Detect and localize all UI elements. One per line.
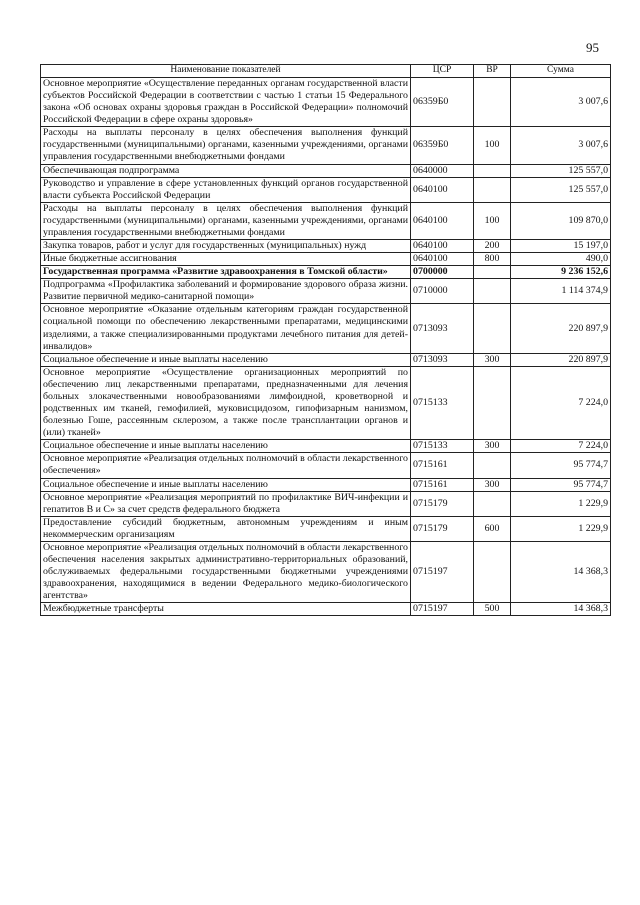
row-vr-cell: 300 — [474, 440, 511, 453]
table-row — [41, 78, 611, 127]
row-name-cell: Социальное обеспечение и иные выплаты населению — [41, 440, 411, 453]
row-vr-cell — [474, 304, 511, 353]
table-row — [41, 353, 611, 366]
table-row — [41, 478, 611, 491]
row-sum-cell: 220 897,9 — [511, 353, 611, 366]
row-csr-cell: 0715179 — [411, 516, 474, 541]
table-row — [41, 202, 611, 239]
table-row — [41, 164, 611, 177]
row-csr-cell: 0715161 — [411, 478, 474, 491]
table-row — [41, 366, 611, 439]
row-name-cell: Межбюджетные трансферты — [41, 603, 411, 616]
row-vr-cell: 300 — [474, 353, 511, 366]
row-name-cell: Основное мероприятие «Реализация отдельных полномочий в области лекарственного обеспечения» — [41, 453, 411, 478]
row-name-cell: Социальное обеспечение и иные выплаты населению — [41, 478, 411, 491]
row-name-cell: Иные бюджетные ассигнования — [41, 253, 411, 266]
table-row — [41, 127, 611, 164]
row-vr-cell — [474, 453, 511, 478]
row-vr-cell: 100 — [474, 202, 511, 239]
row-name-cell: Подпрограмма «Профилактика заболеваний и формирование здорового образа жизни. Развитие первичной медико-санитарной помощи» — [41, 279, 411, 304]
header-sum: Сумма — [511, 65, 611, 78]
table-row — [41, 304, 611, 353]
row-csr-cell: 0715133 — [411, 440, 474, 453]
row-sum-cell: 125 557,0 — [511, 177, 611, 202]
table-row — [41, 603, 611, 616]
table-body — [41, 78, 611, 616]
row-sum-cell: 220 897,9 — [511, 304, 611, 353]
row-csr-cell: 0640100 — [411, 202, 474, 239]
table-row — [41, 253, 611, 266]
row-sum-cell: 3 007,6 — [511, 78, 611, 127]
row-sum-cell: 95 774,7 — [511, 453, 611, 478]
row-vr-cell — [474, 164, 511, 177]
table-header-row — [41, 65, 611, 78]
table-row — [41, 177, 611, 202]
row-vr-cell — [474, 491, 511, 516]
row-csr-cell: 0700000 — [411, 266, 474, 279]
row-sum-cell: 3 007,6 — [511, 127, 611, 164]
table-row — [41, 491, 611, 516]
row-sum-cell: 1 229,9 — [511, 491, 611, 516]
row-vr-cell — [474, 366, 511, 439]
row-name-cell: Расходы на выплаты персоналу в целях обеспечения выполнения функций государственными (муниципальными) органами, казенными учреждениями, органами управления государственными внебюджетными фондами — [41, 202, 411, 239]
row-sum-cell: 1 229,9 — [511, 516, 611, 541]
row-vr-cell — [474, 541, 511, 602]
row-sum-cell: 1 114 374,9 — [511, 279, 611, 304]
table-row — [41, 279, 611, 304]
row-vr-cell: 800 — [474, 253, 511, 266]
row-vr-cell — [474, 177, 511, 202]
row-csr-cell: 0640100 — [411, 240, 474, 253]
row-vr-cell: 200 — [474, 240, 511, 253]
row-name-cell: Руководство и управление в сфере установленных функций органов государственной власти субъекта Российской Федерации — [41, 177, 411, 202]
row-sum-cell: 7 224,0 — [511, 366, 611, 439]
row-vr-cell: 500 — [474, 603, 511, 616]
row-vr-cell — [474, 266, 511, 279]
table-row — [41, 266, 611, 279]
table-row — [41, 453, 611, 478]
row-csr-cell: 0710000 — [411, 279, 474, 304]
table-row — [41, 516, 611, 541]
header-csr: ЦСР — [411, 65, 474, 78]
row-csr-cell: 06359Б0 — [411, 78, 474, 127]
row-vr-cell — [474, 279, 511, 304]
budget-table — [40, 64, 611, 616]
row-sum-cell: 95 774,7 — [511, 478, 611, 491]
page-number: 95 — [586, 40, 599, 55]
row-name-cell: Основное мероприятие «Оказание отдельным категориям граждан государственной социальной помощи по обеспечению лекарственными препаратами, медицинскими изделиями, а также специализированными продуктами лечебного питания для детей-инвалидов» — [41, 304, 411, 353]
row-sum-cell: 125 557,0 — [511, 164, 611, 177]
row-csr-cell: 0715179 — [411, 491, 474, 516]
row-name-cell: Государственная программа «Развитие здравоохранения в Томской области» — [41, 266, 411, 279]
row-name-cell: Расходы на выплаты персоналу в целях обеспечения выполнения функций государственными (муниципальными) органами, казенными учреждениями, органами управления государственными внебюджетными фондами — [41, 127, 411, 164]
row-name-cell: Закупка товаров, работ и услуг для государственных (муниципальных) нужд — [41, 240, 411, 253]
row-name-cell: Предоставление субсидий бюджетным, автономным учреждениям и иным некоммерческим организациям — [41, 516, 411, 541]
row-name-cell: Основное мероприятие «Осуществление переданных органам государственной власти субъектов Российской Федерации в соответствии с частью 1 статьи 15 Федерального закона «Об основах охраны здоровья граждан в Российской Федерации» полномочий Российской Федерации в сфере охраны здоровья» — [41, 78, 411, 127]
row-name-cell: Основное мероприятие «Реализация мероприятий по профилактике ВИЧ-инфекции и гепатитов В и С» за счет средств федерального бюджета — [41, 491, 411, 516]
row-sum-cell: 490,0 — [511, 253, 611, 266]
row-csr-cell: 0715197 — [411, 541, 474, 602]
table-row — [41, 240, 611, 253]
row-csr-cell: 0715197 — [411, 603, 474, 616]
table-row — [41, 541, 611, 602]
row-csr-cell: 0640100 — [411, 177, 474, 202]
table-row — [41, 440, 611, 453]
row-name-cell: Обеспечивающая подпрограмма — [41, 164, 411, 177]
row-csr-cell: 0715133 — [411, 366, 474, 439]
row-vr-cell: 100 — [474, 127, 511, 164]
row-csr-cell: 06359Б0 — [411, 127, 474, 164]
row-name-cell: Социальное обеспечение и иные выплаты населению — [41, 353, 411, 366]
row-sum-cell: 7 224,0 — [511, 440, 611, 453]
row-csr-cell: 0640100 — [411, 253, 474, 266]
row-csr-cell: 0715161 — [411, 453, 474, 478]
row-vr-cell: 300 — [474, 478, 511, 491]
row-sum-cell: 15 197,0 — [511, 240, 611, 253]
row-name-cell: Основное мероприятие «Реализация отдельных полномочий в области лекарственного обеспечения населения закрытых административно-территориальных образований, обслуживаемых федеральными государственными бюджетными учреждениями здравоохранения, находящимися в ведении Федерального медико-биологического агентства» — [41, 541, 411, 602]
row-sum-cell: 14 368,3 — [511, 603, 611, 616]
header-name: Наименование показателей — [41, 65, 411, 78]
row-name-cell: Основное мероприятие «Осуществление организационных мероприятий по обеспечению лиц лекарственными препаратами, предназначенными для лечения больных злокачественными новообразованиями лимфоидной, кроветворной и родственных им тканей, гемофилией, муковисцидозом, гипофизарным нанизмом, болезнью Гоше, рассеянным склерозом, а также после трансплантации органов и (или) тканей» — [41, 366, 411, 439]
row-csr-cell: 0713093 — [411, 304, 474, 353]
row-sum-cell: 9 236 152,6 — [511, 266, 611, 279]
row-vr-cell — [474, 78, 511, 127]
row-csr-cell: 0713093 — [411, 353, 474, 366]
row-vr-cell: 600 — [474, 516, 511, 541]
row-csr-cell: 0640000 — [411, 164, 474, 177]
row-sum-cell: 14 368,3 — [511, 541, 611, 602]
header-vr: ВР — [474, 65, 511, 78]
row-sum-cell: 109 870,0 — [511, 202, 611, 239]
